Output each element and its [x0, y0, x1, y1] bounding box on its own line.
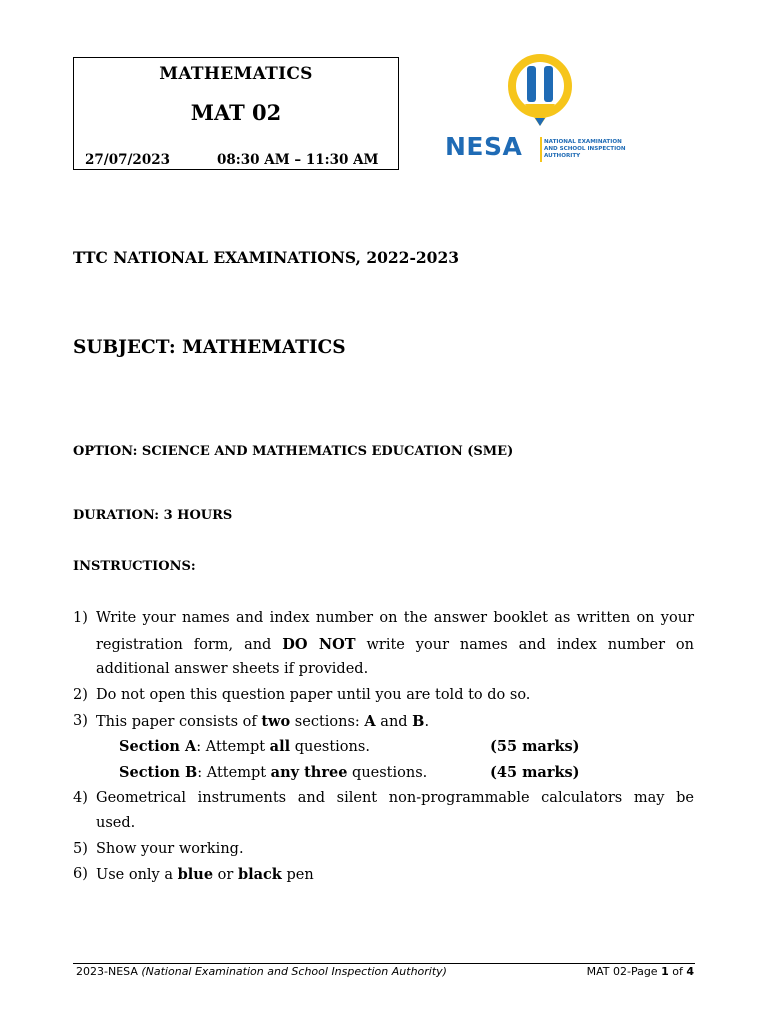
exam-time: 08:30 AM – 11:30 AM: [217, 152, 379, 168]
instruction-5: Show your working.: [96, 841, 244, 857]
logo-tagline-line: AUTHORITY: [544, 153, 581, 159]
footer-page-number: MAT 02-Page 1 of 4: [586, 965, 694, 978]
instruction-4-line-2: used.: [96, 815, 136, 831]
logo-divider: [540, 137, 542, 162]
option-value: : SCIENCE AND MATHEMATICS EDUCATION (SME): [132, 444, 514, 459]
exam-title: TTC NATIONAL EXAMINATIONS, 2022-2023: [73, 248, 460, 267]
instruction-number: 2): [73, 687, 88, 703]
logo-tagline: [544, 139, 650, 160]
instructions-heading: INSTRUCTIONS:: [73, 559, 196, 574]
pencil-emblem-icon: [500, 54, 580, 134]
footer-publisher: 2023-NESA (National Examination and School Inspection Authority): [76, 965, 447, 978]
nesa-logo: [438, 52, 650, 170]
section-b-line: Section B: Attempt any three questions.: [119, 764, 428, 781]
instruction-2: Do not open this question paper until you are told to do so.: [96, 687, 531, 703]
section-b-marks: (45 marks): [490, 764, 580, 781]
option-label: OPTION: [73, 444, 133, 459]
instruction-3: This paper consists of two sections: A and B.: [96, 713, 430, 730]
exam-date: 27/07/2023: [85, 152, 171, 168]
paper-code: MAT 02: [190, 100, 282, 125]
instruction-number: 3): [73, 713, 88, 729]
section-a-line: Section A: Attempt all questions.: [119, 738, 370, 755]
instruction-1-line-2: registration form, and DO NOT write your names and index number on: [96, 636, 695, 653]
header-subject: MATHEMATICS: [159, 64, 313, 84]
option-line: [73, 444, 513, 459]
instruction-number: 5): [73, 841, 88, 857]
instruction-number: 6): [73, 866, 88, 882]
instruction-1-line-1: Write your names and index number on the answer booklet as written on your: [96, 610, 694, 626]
instruction-6: Use only a blue or black pen: [96, 866, 314, 883]
footer-rule: [73, 963, 695, 964]
logo-tagline-line: AND SCHOOL INSPECTION: [544, 146, 626, 152]
duration-line: DURATION: 3 HOURS: [73, 508, 233, 523]
header-box: [73, 57, 399, 170]
logo-tagline-line: NATIONAL EXAMINATION: [544, 139, 622, 145]
instruction-number: 4): [73, 790, 88, 806]
instruction-1-line-3: additional answer sheets if provided.: [96, 661, 369, 677]
section-a-marks: (55 marks): [490, 738, 580, 755]
do-not-emphasis: DO NOT: [282, 636, 356, 653]
instruction-4-line-1: Geometrical instruments and silent non-programmable calculators may be: [96, 790, 694, 806]
instruction-number: 1): [73, 610, 88, 626]
logo-wordmark: NESA: [445, 132, 523, 161]
subject-heading: SUBJECT: MATHEMATICS: [73, 337, 346, 358]
